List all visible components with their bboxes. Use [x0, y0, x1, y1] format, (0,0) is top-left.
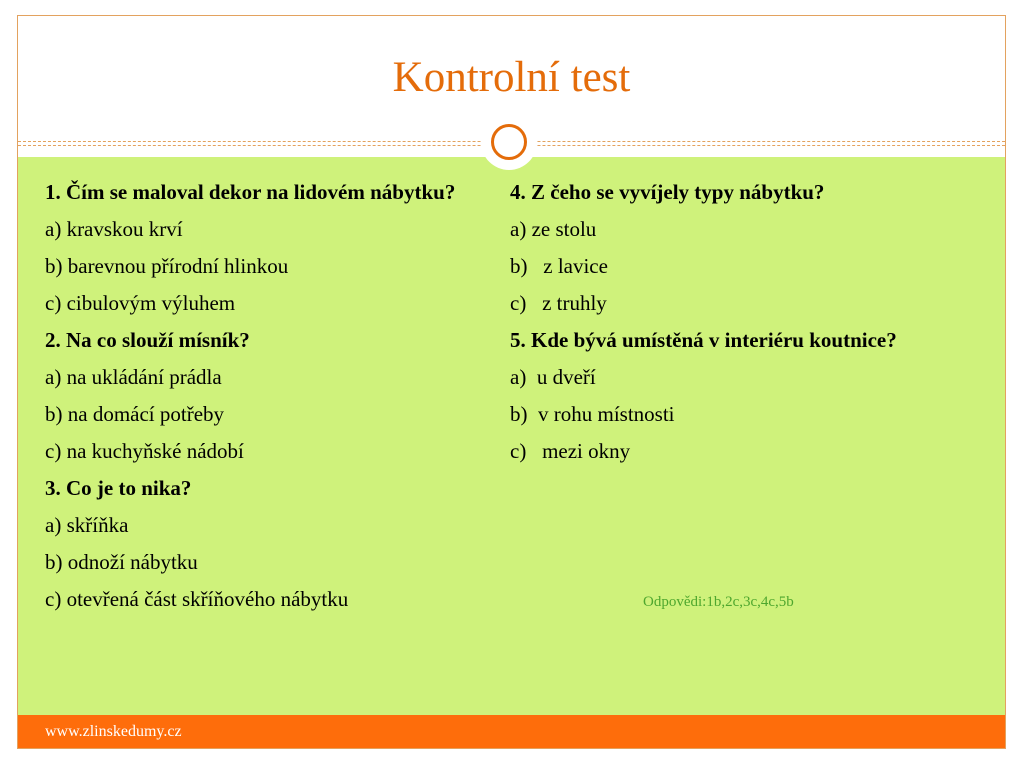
- right-question-column: [510, 177, 970, 473]
- question-1-option-b: b) barevnou přírodní hlinkou: [45, 254, 289, 278]
- footer-bar: [18, 715, 1005, 748]
- question-4: 4. Z čeho se vyvíjely typy nábytku?: [510, 180, 825, 204]
- question-2-option-c: c) na kuchyňské nádobí: [45, 439, 244, 463]
- question-3-option-b: b) odnoží nábytku: [45, 550, 198, 574]
- footer-url-link[interactable]: www.zlinskedumy.cz: [45, 723, 182, 740]
- answer-key: Odpovědi:1b,2c,3c,4c,5b: [643, 594, 794, 610]
- question-3: 3. Co je to nika?: [45, 476, 192, 500]
- question-3-option-c: c) otevřená část skříňového nábytku: [45, 587, 349, 611]
- question-4-option-b: b) z lavice: [510, 254, 608, 278]
- question-4-option-c: c) z truhly: [510, 291, 607, 315]
- question-4-option-a: a) ze stolu: [510, 217, 597, 241]
- question-2-option-b: b) na domácí potřeby: [45, 402, 225, 426]
- question-5-option-a: a) u dveří: [510, 365, 596, 389]
- question-2-option-a: a) na ukládání prádla: [45, 365, 222, 389]
- ring-ornament-icon: [481, 114, 537, 170]
- question-1-option-a: a) kravskou krví: [45, 217, 183, 241]
- question-3-option-a: a) skříňka: [45, 513, 129, 537]
- slide-title: Kontrolní test: [392, 54, 631, 101]
- question-1: 1. Čím se maloval dekor na lidovém nábytku?: [45, 180, 456, 204]
- ring-inner-circle: [491, 124, 527, 160]
- question-5-option-c: c) mezi okny: [510, 439, 631, 463]
- left-question-column: [45, 177, 495, 621]
- question-1-option-c: c) cibulovým výluhem: [45, 291, 236, 315]
- question-5-option-b: b) v rohu místnosti: [510, 402, 675, 426]
- question-5: 5. Kde bývá umístěná v interiéru koutnice?: [510, 328, 897, 352]
- question-2: 2. Na co slouží mísník?: [45, 328, 250, 352]
